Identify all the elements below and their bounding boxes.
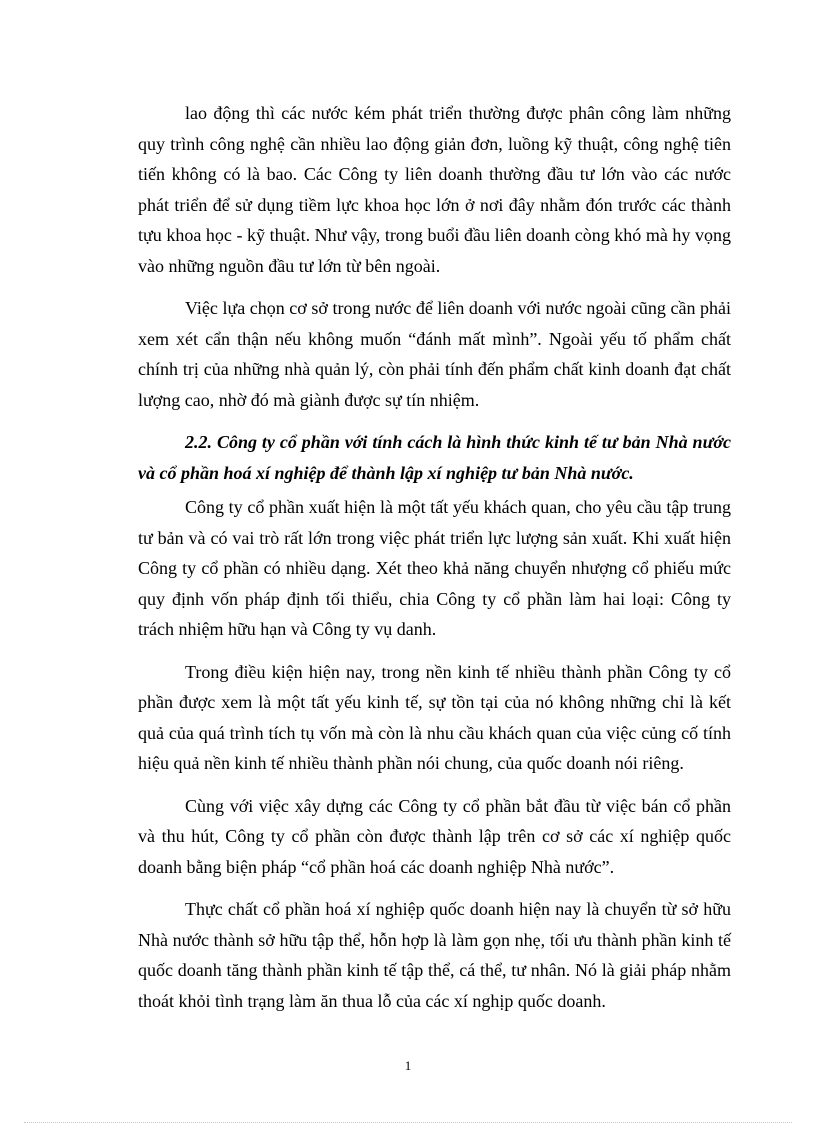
section-heading: 2.2. Công ty cổ phần với tính cách là hình thức kinh tế tư bản Nhà nước và cổ phần hoá xí nghiệp để thành lập xí nghiệp tư bản Nhà nước. <box>138 432 731 483</box>
paragraph: Thực chất cổ phần hoá xí nghiệp quốc doanh hiện nay là chuyển từ sở hữu Nhà nước thành sở hữu tập thể, hỗn hợp là làm gọn nhẹ, tối ưu thành phần kinh tế quốc doanh tăng thành phần kinh tế tập thể, cá thể, tư nhân. Nó là giải pháp nhằm thoát khỏi tình trạng làm ăn thua lỗ của các xí nghịp quốc doanh. <box>138 899 731 1011</box>
paragraph: lao động thì các nước kém phát triển thường được phân công làm những quy trình công nghệ cần nhiều lao động giản đơn, luồng kỹ thuật, công nghệ tiên tiến không có là bao. Các Công ty liên doanh thường đầu tư lớn vào các nước phát triển để sử dụng tiềm lực khoa học lớn ở nơi đây nhằm đón trước các thành tựu khoa học - kỹ thuật. Như vậy, trong buổi đầu liên doanh còng khó mà hy vọng vào những nguồn đầu tư lớn từ bên ngoài. <box>138 103 731 276</box>
paragraph: Trong điều kiện hiện nay, trong nền kinh tế nhiều thành phần Công ty cổ phần được xem là một tất yếu kinh tế, sự tồn tại của nó không những chỉ là kết quả của quá trình tích tụ vốn mà còn là nhu cầu khách quan của việc củng cố tính hiệu quả nền kinh tế nhiều thành phần nói chung, của quốc doanh nói riêng. <box>138 661 731 773</box>
document-body <box>138 98 731 1028</box>
paragraph: Cùng với việc xây dựng các Công ty cổ phần bắt đầu từ việc bán cổ phần và thu hút, Công ty cổ phần còn được thành lập trên cơ sở các xí nghiệp quốc doanh bằng biện pháp “cổ phần hoá các doanh nghiệp Nhà nước”. <box>138 795 731 877</box>
page-number: 1 <box>404 1058 412 1073</box>
paragraph: Công ty cổ phần xuất hiện là một tất yếu khách quan, cho yêu cầu tập trung tư bản và có vai trò rất lớn trong việc phát triển lực lượng sản xuất. Khi xuất hiện Công ty cổ phần có nhiều dạng. Xét theo khả năng chuyển nhượng cổ phiếu mức quy định vốn pháp định tối thiểu, chia Công ty cổ phần làm hai loại: Công ty trách nhiệm hữu hạn và Công ty vụ danh. <box>138 497 731 639</box>
paragraph: Việc lựa chọn cơ sở trong nước để liên doanh với nước ngoài cũng cần phải xem xét cẩn thận nếu không muốn “đánh mất mình”. Ngoài yếu tố phẩm chất chính trị của những nhà quản lý, còn phải tính đến phẩm chất kinh doanh đạt chất lượng cao, nhờ đó mà giành được sự tín nhiệm. <box>138 298 731 410</box>
